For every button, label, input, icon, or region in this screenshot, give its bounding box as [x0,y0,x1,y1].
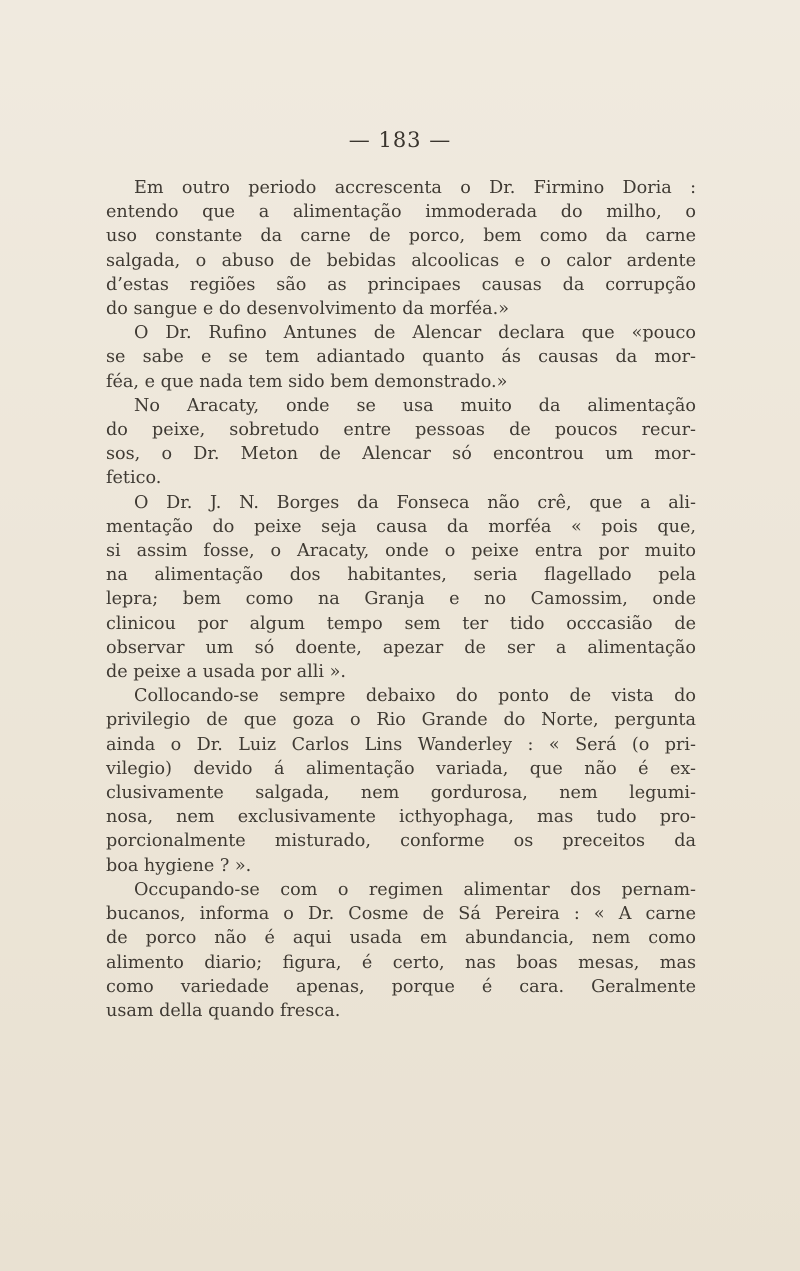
text-line: lepra; bem como na Granja e no Camossim, onde [106,589,696,610]
text-line: si assim fosse, o Aracaty, onde o peixe entra por muito [106,541,696,562]
text-line: bucanos, informa o Dr. Cosme de Sá Pereira : « A carne [106,904,696,925]
text-line: No Aracaty, onde se usa muito da alimentação [134,395,696,416]
text-line: Occupando-se com o regimen alimentar dos pernam- [134,879,696,900]
text-line: vilegio) devido á alimentação variada, que não é ex- [106,758,696,779]
text-line: nosa, nem exclusivamente icthyophaga, mas tudo pro- [106,807,696,828]
page-number: — 183 — [348,128,452,152]
text-line: observar um só doente, apezar de ser a alimentação [106,637,696,658]
text-line: clinicou por algum tempo sem ter tido occcasião de [106,613,696,634]
text-line: boa hygiene ? ». [106,855,252,876]
text-line: entendo que a alimentação immoderada do milho, o [106,202,696,223]
body-text [106,176,696,1023]
text-line: de peixe a usada por alli ». [106,662,346,683]
text-line: privilegio de que goza o Rio Grande do Norte, pergunta [106,710,696,731]
text-line: sos, o Dr. Meton de Alencar só encontrou um mor- [106,444,696,465]
text-line: ainda o Dr. Luiz Carlos Lins Wanderley : « Será (o pri- [106,734,696,755]
text-line: O Dr. J. N. Borges da Fonseca não crê, que a ali- [134,492,696,513]
text-line: clusivamente salgada, nem gordurosa, nem legumi- [106,783,696,804]
text-line: porcionalmente misturado, conforme os preceitos da [106,831,696,852]
text-line: na alimentação dos habitantes, seria flagellado pela [106,565,696,586]
text-line: usam della quando fresca. [106,1000,341,1021]
text-line: de porco não é aqui usada em abundancia, nem como [106,928,696,949]
text-line: salgada, o abuso de bebidas alcoolicas e o calor ardente [106,250,696,271]
text-line: mentação do peixe seja causa da morféa « pois que, [106,516,696,537]
text-line: Em outro periodo accrescenta o Dr. Firmino Doria : [134,178,696,198]
text-line: como variedade apenas, porque é cara. Geralmente [106,976,696,997]
text-line: fetico. [106,468,162,489]
text-line: se sabe e se tem adiantado quanto ás causas da mor- [106,347,696,368]
text-line: O Dr. Rufino Antunes de Alencar declara que «pouco [134,323,696,344]
text-line: uso constante da carne de porco, bem como da carne [106,226,696,247]
text-line: do peixe, sobretudo entre pessoas de poucos recur- [106,420,696,441]
text-line: do sangue e do desenvolvimento da morféa.» [106,299,509,320]
text-line: Collocando-se sempre debaixo do ponto de vista do [134,686,696,707]
text-line: féa, e que nada tem sido bem demonstrado.» [106,371,508,392]
text-line: alimento diario; figura, é certo, nas boas mesas, mas [106,952,696,973]
text-line: d’estas regiões são as principaes causas da corrupção [106,274,696,295]
